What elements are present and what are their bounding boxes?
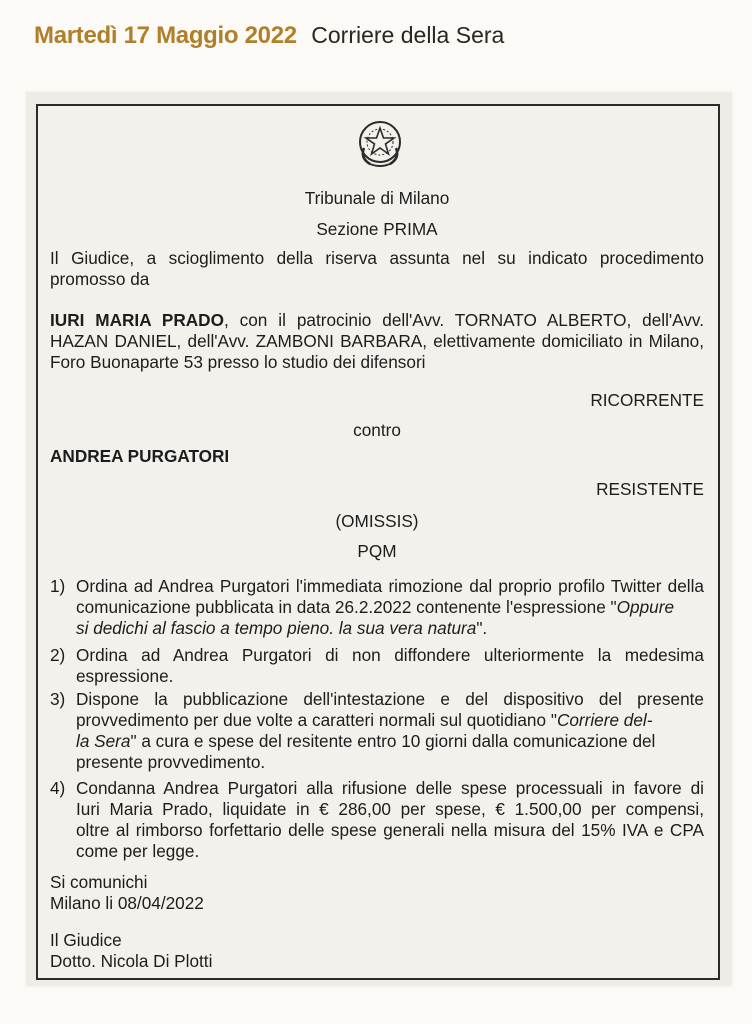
order-2-line-1: Ordina ad Andrea Purgatori di non diffondere ulteriormente la medesima: [76, 645, 704, 665]
legal-notice-box: [36, 104, 720, 980]
plaintiff-counsel: , con il patrocinio dell'Avv. TORNATO ALBERTO, dell'Avv.: [223, 310, 705, 330]
intro-line-2: promosso da: [50, 269, 150, 289]
versus-label: contro: [353, 420, 401, 440]
publication-date: Martedì 17 Maggio 2022: [34, 22, 297, 49]
order-2-number: 2): [50, 645, 66, 665]
italian-republic-emblem-icon: [356, 118, 404, 170]
order-1-line-2: comunicazione pubblicata in data 26.2.2022 contenente l'espressione "Oppure: [76, 597, 674, 617]
plaintiff-line-3: Foro Buonaparte 53 presso lo studio dei difensori: [50, 352, 426, 372]
omissis-label: (OMISSIS): [335, 511, 419, 531]
order-1-number: 1): [50, 576, 66, 596]
order-4-line-1: Condanna Andrea Purgatori alla rifusione delle spese processuali in favore di: [76, 778, 704, 798]
closing-date: Milano li 08/04/2022: [50, 893, 204, 913]
closing-line-1: Si comunichi: [50, 872, 148, 892]
order-3-line-4: presente provvedimento.: [76, 752, 266, 772]
plaintiff-line-1: [50, 310, 704, 331]
court-name: Tribunale di Milano: [304, 188, 450, 208]
pqm-label: PQM: [357, 541, 397, 561]
order-4-line-3: oltre al rimborso forfettario delle spese generali nella misura del 15% IVA e CPA: [76, 820, 704, 840]
plaintiff-name: IURI MARIA PRADO: [50, 310, 224, 330]
order-4-line-2: Iuri Maria Prado, liquidate in € 286,00 per spese, € 1.500,00 per compensi,: [76, 799, 704, 819]
defendant-role: RESISTENTE: [596, 479, 704, 499]
defendant-name: ANDREA PURGATORI: [50, 446, 230, 466]
newspaper-name: Corriere della Sera: [311, 22, 505, 48]
order-1-line-3: si dedichi al fascio a tempo pieno. la sua vera natura".: [76, 618, 488, 638]
intro-line-1: Il Giudice, a scioglimento della riserva assunta nel su indicato procedimento: [50, 248, 704, 268]
order-4-line-4: come per legge.: [76, 841, 200, 861]
judge-title: Il Giudice: [50, 930, 122, 950]
order-3-line-3: la Sera" a cura e spese del resitente entro 10 giorni dalla comunicazione del: [76, 731, 656, 751]
order-2-line-2: espressione.: [76, 666, 174, 686]
order-3-line-1: Dispone la pubblicazione dell'intestazione e del dispositivo del presente: [76, 689, 704, 709]
newspaper-header: [34, 22, 504, 62]
order-4-number: 4): [50, 778, 66, 798]
order-1-line-1: Ordina ad Andrea Purgatori l'immediata rimozione dal proprio profilo Twitter della: [76, 576, 704, 596]
order-3-number: 3): [50, 689, 66, 709]
judge-name: Dotto. Nicola Di Plotti: [50, 951, 213, 971]
plaintiff-line-2: HAZAN DANIEL, dell'Avv. ZAMBONI BARBARA, elettivamente domiciliato in Milano,: [50, 331, 704, 351]
court-section: Sezione PRIMA: [316, 219, 438, 239]
plaintiff-role: RICORRENTE: [590, 390, 704, 410]
order-3-line-2: provvedimento per due volte a caratteri normali sul quotidiano "Corriere del-: [76, 710, 653, 730]
